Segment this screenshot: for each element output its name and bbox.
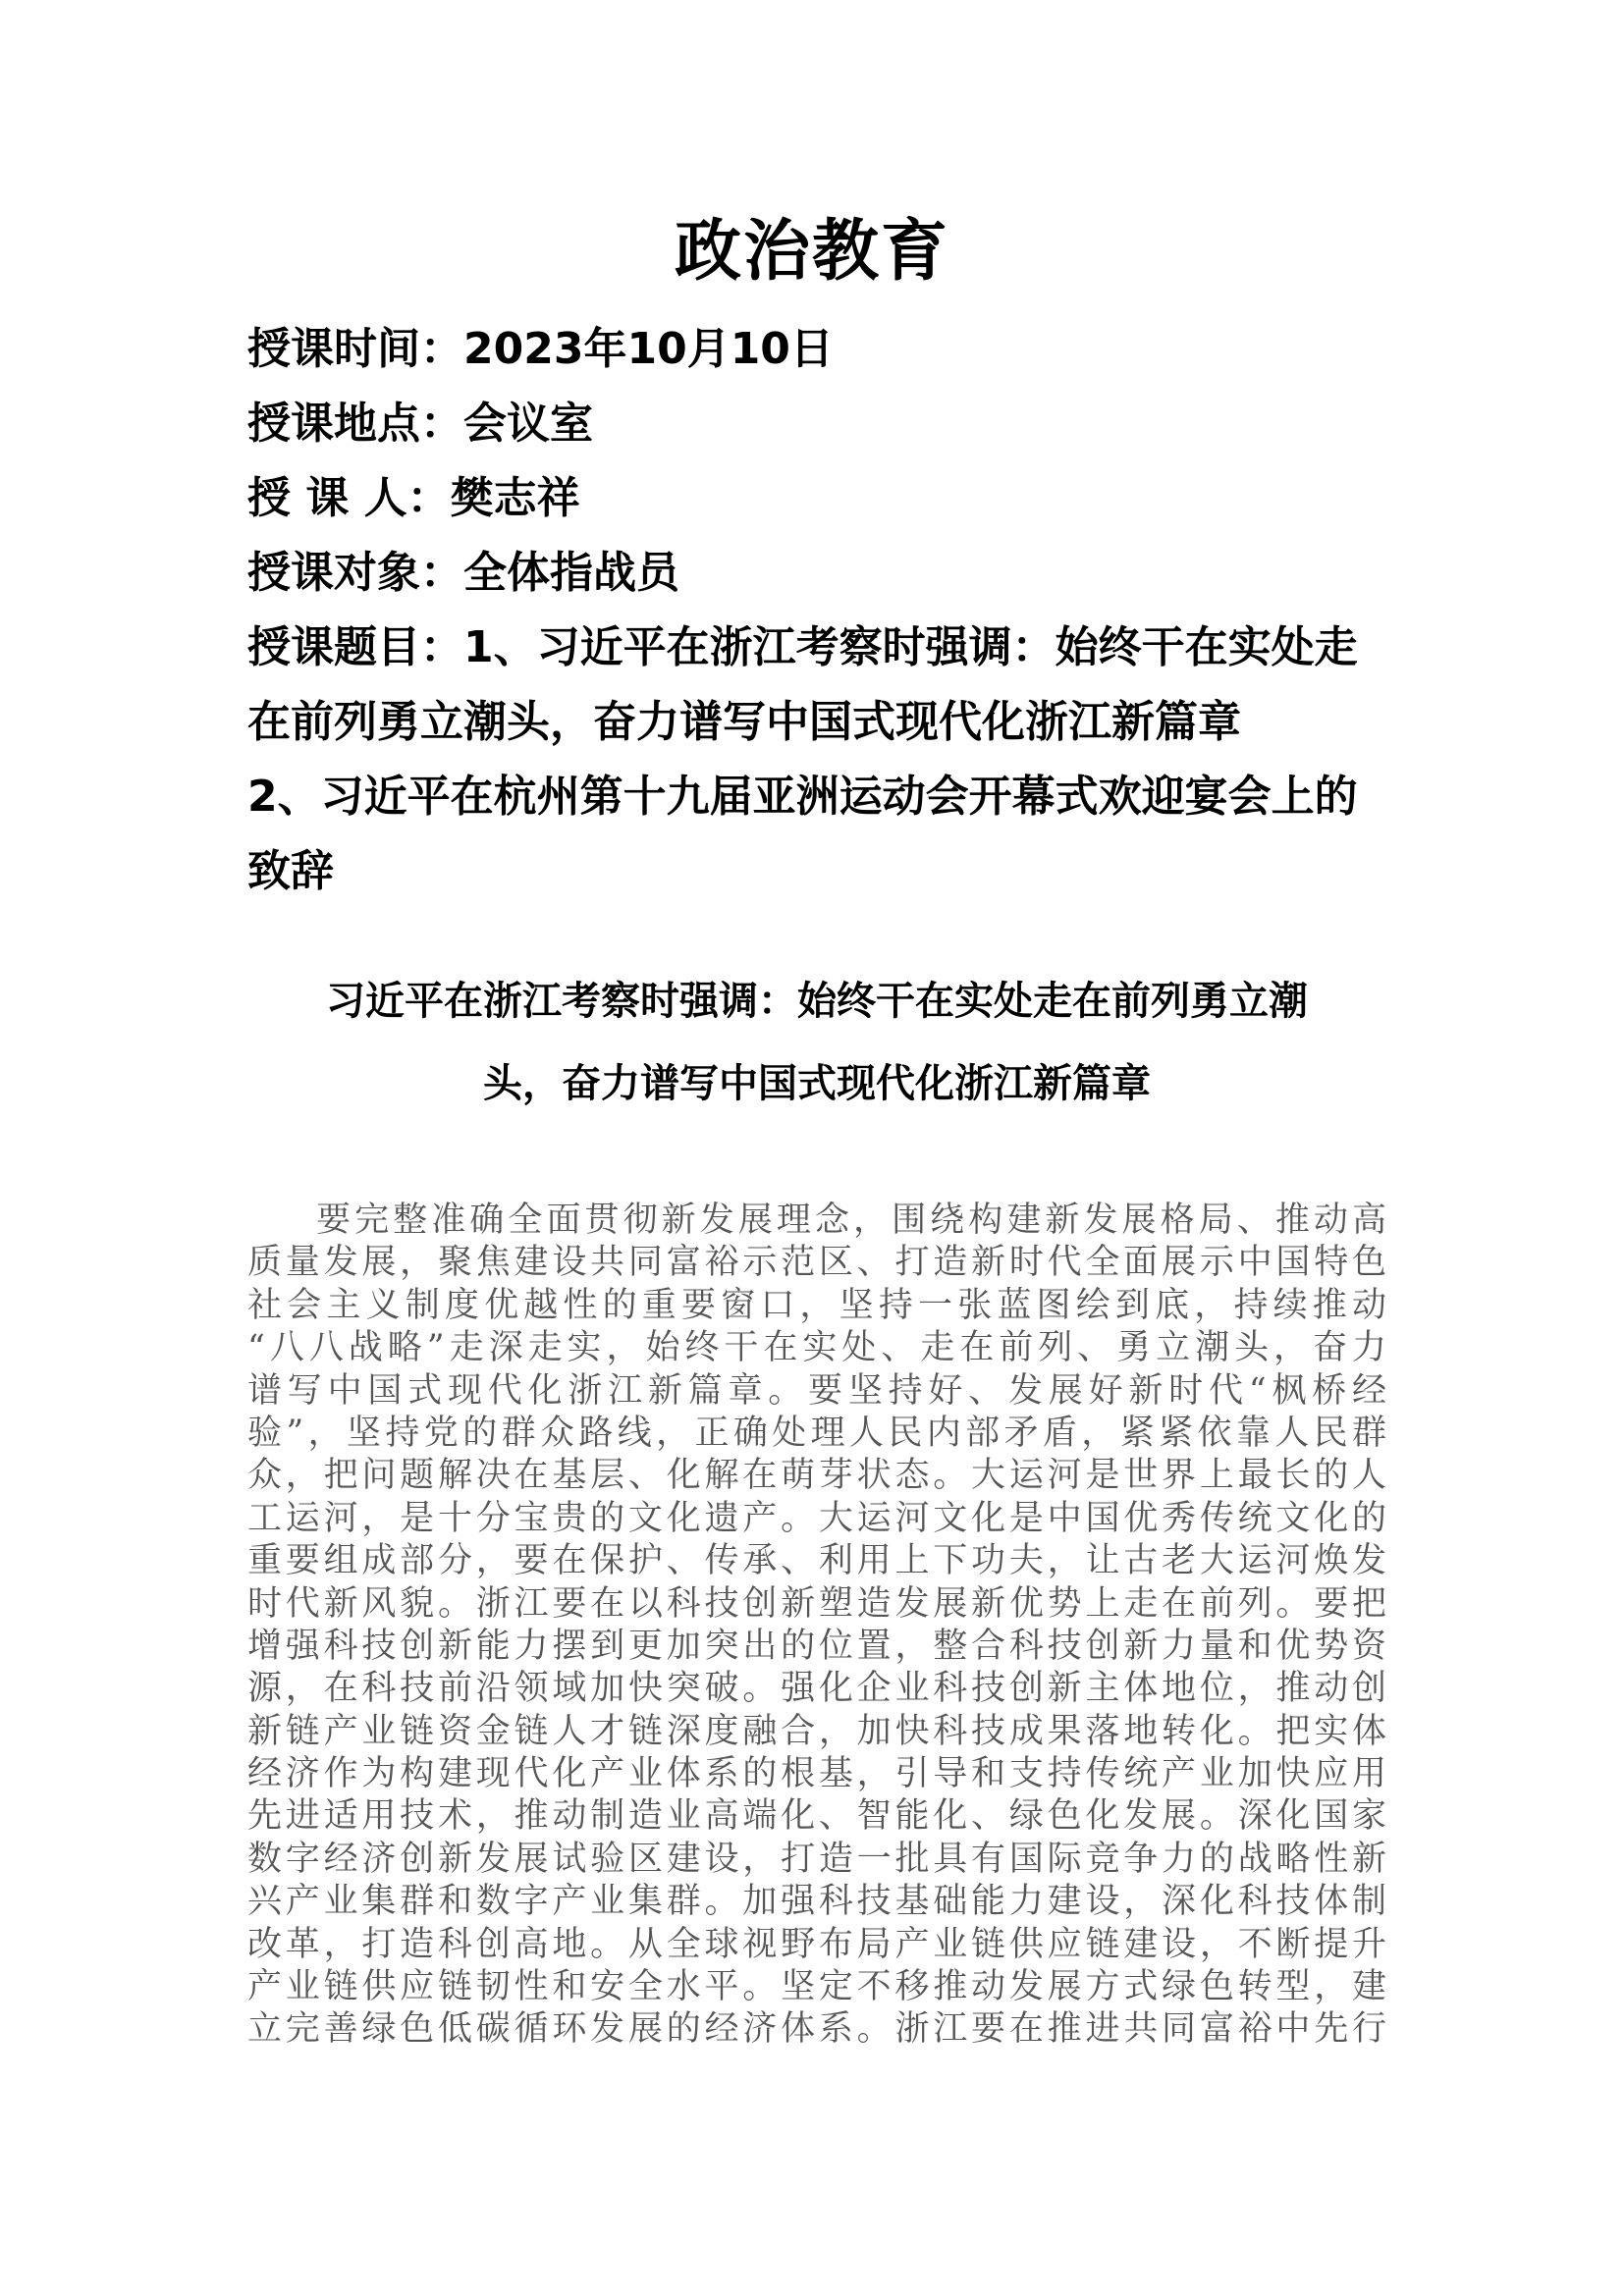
body-line: 增强科技创新能力摆到更加突出的位置，整合科技创新力量和优势资: [247, 1626, 1386, 1666]
section-heading-line: 头，奋力谱写中国式现代化浙江新篇章: [483, 1061, 1151, 1106]
body-line: 先进适用技术，推动制造业高端化、智能化、绿色化发展。深化国家: [247, 1796, 1386, 1837]
meta-label: 授 课 人：: [247, 473, 451, 523]
body-line: “八八战略”走深走实，始终干在实处、走在前列、勇立潮头，奋力: [247, 1328, 1386, 1368]
topic-line: 致辞: [247, 846, 334, 896]
topic-line: 在前列勇立潮头，奋力谱写中国式现代化浙江新篇章: [247, 697, 1241, 747]
section-heading-line: 习近平在浙江考察时强调：始终干在实处走在前列勇立潮: [326, 979, 1308, 1024]
body-line: 时代新风貌。浙江要在以科技创新塑造发展新优势上走在前列。要把: [247, 1583, 1386, 1624]
body-line: 源，在科技前沿领域加快突破。强化企业科技创新主体地位，推动创: [247, 1669, 1386, 1709]
meta-row-time: [247, 312, 1386, 387]
lesson-info: [247, 312, 1386, 909]
meta-row-location: [247, 387, 1386, 461]
meta-label: 授课时间：: [247, 324, 463, 374]
meta-row-audience: [247, 536, 1386, 611]
body-paragraph: [247, 1200, 1386, 2052]
meta-value: 全体指战员: [463, 548, 679, 598]
meta-label: 授课地点：: [247, 399, 463, 449]
page-title: 政治教育: [674, 213, 949, 291]
body-line: 谱写中国式现代化浙江新篇章。要坚持好、发展好新时代“枫桥经: [247, 1370, 1386, 1411]
body-line: 工运河，是十分宝贵的文化遗产。大运河文化是中国优秀传统文化的: [247, 1498, 1386, 1538]
body-line: 众，把问题解决在基层、化解在萌芽状态。大运河是世界上最长的人: [247, 1456, 1386, 1496]
body-line: 改革，打造科创高地。从全球视野布局产业链供应链建设，不断提升: [247, 1924, 1386, 1964]
topic-line: 1、习近平在浙江考察时强调：始终干在实处走: [463, 622, 1358, 672]
body-line: 重要组成部分，要在保护、传承、利用上下功夫，让古老大运河焕发: [247, 1541, 1386, 1581]
body-line: 数字经济创新发展试验区建设，打造一批具有国际竞争力的战略性新: [247, 1839, 1386, 1879]
meta-label: 授课题目：: [247, 622, 463, 672]
body-line: 立完善绿色低碳循环发展的经济体系。浙江要在推进共同富裕中先行: [247, 2009, 1386, 2050]
meta-value: 樊志祥: [450, 473, 580, 523]
topic-line: 2、习近平在杭州第十九届亚洲运动会开幕式欢迎宴会上的: [247, 772, 1358, 822]
body-line: 新链产业链资金链人才链深度融合，加快科技成果落地转化。把实体: [247, 1711, 1386, 1751]
body-line: 经济作为构建现代化产业体系的根基，引导和支持传统产业加快应用: [247, 1754, 1386, 1794]
meta-value: 2023年10月10日: [463, 324, 834, 374]
meta-label: 授课对象：: [247, 548, 463, 598]
body-line: 质量发展，聚焦建设共同富裕示范区、打造新时代全面展示中国特色: [247, 1243, 1386, 1283]
section-heading: [247, 960, 1386, 1125]
body-line: 社会主义制度优越性的重要窗口，坚持一张蓝图绘到底，持续推动: [247, 1285, 1386, 1325]
meta-row-topics: [247, 611, 1386, 685]
body-line: 验”，坚持党的群众路线，正确处理人民内部矛盾，紧紧依靠人民群: [247, 1413, 1386, 1453]
meta-value: 会议室: [463, 399, 593, 449]
body-line: 产业链供应链韧性和安全水平。坚定不移推动发展方式绿色转型，建: [247, 1967, 1386, 2007]
meta-row-lecturer: [247, 461, 1386, 536]
body-line: 要完整准确全面贯彻新发展理念，围绕构建新发展格局、推动高: [316, 1201, 1386, 1240]
body-line: 兴产业集群和数字产业集群。加强科技基础能力建设，深化科技体制: [247, 1882, 1386, 1922]
